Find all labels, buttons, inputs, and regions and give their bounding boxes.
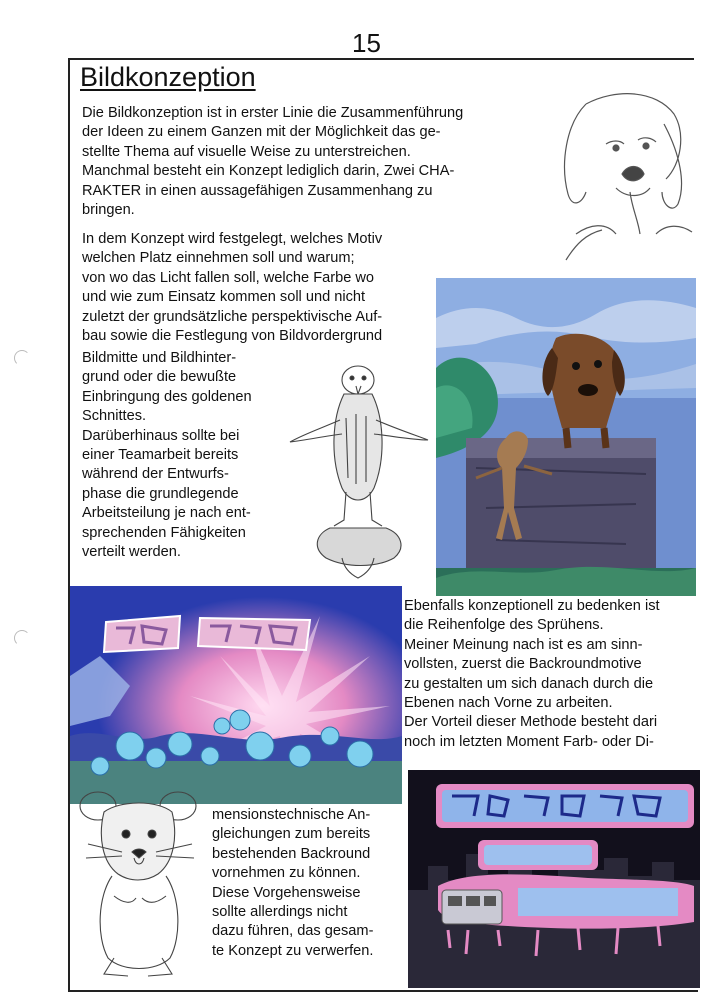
bottom-frame-line xyxy=(68,990,698,992)
page-number: 15 xyxy=(352,28,381,58)
punch-hole-mark xyxy=(14,350,30,366)
left-frame-line xyxy=(68,58,70,992)
adjustment-paragraph: mensionstechnische An- gleichungen zum bereits bestehenden Backround vornehmen zu können. Diese Vorgehensweise sollte allerdings nicht dazu führen, das gesam- te Konzept zu verwerfen. xyxy=(212,807,374,959)
dog-wall-painting-icon xyxy=(436,278,696,596)
top-rule xyxy=(70,58,694,60)
spray-order-paragraph: Ebenfalls konzeptionell zu bedenken ist die Reihenfolge des Sprühens. Meiner Meinung nach ist es am sinn- vollsten, zuerst die Backroundmotive zu gestalten um sich danach durch die Ebenen nach Vorne zu arbeiten. Der Vorteil dieser Methode besteht dari noch im letzten Moment Farb- oder Di- xyxy=(404,598,660,750)
bird-sketch-icon xyxy=(286,358,432,580)
composition-paragraph: Bildmitte und Bildhinter- grund oder die bewußte Einbringung des goldenen Schnittes. Darüberhinaus sollte bei einer Teamarbeit bereits während der Entwurfs- phase die grundlegende Arbeitsteilung je nach ent- sprechenden Fähigkeiten verteilt werden. xyxy=(82,350,252,561)
mouse-sketch-icon xyxy=(74,786,202,982)
page-title: Bildkonzeption xyxy=(80,62,256,92)
intro-paragraph: Die Bildkonzeption ist in erster Linie die Zusammenführung der Ideen zu einem Ganzen mit der Möglichkeit das ge- stellte Thema auf visuelle Weise zu unterstreichen. Manchmal besteht ein Konzept lediglich darin, Zwei CHA- RAKTER in einen aussagefähigen Zusammenhang zu bringen. xyxy=(82,105,464,219)
crystal-graffiti-painting-icon xyxy=(70,586,402,804)
city-graffiti-painting-icon xyxy=(408,770,700,988)
dog-sketch-icon xyxy=(546,84,696,264)
punch-hole-mark xyxy=(14,630,30,646)
concept-paragraph: In dem Konzept wird festgelegt, welches Motiv welchen Platz einnehmen soll und warum; von wo das Licht fallen soll, welche Farbe wo und wie zum Einsatz kommen soll und nicht zuletzt der grundsätzliche perspektivische Auf- bau sowie die Festlegung von Bildvordergrund xyxy=(82,231,383,345)
